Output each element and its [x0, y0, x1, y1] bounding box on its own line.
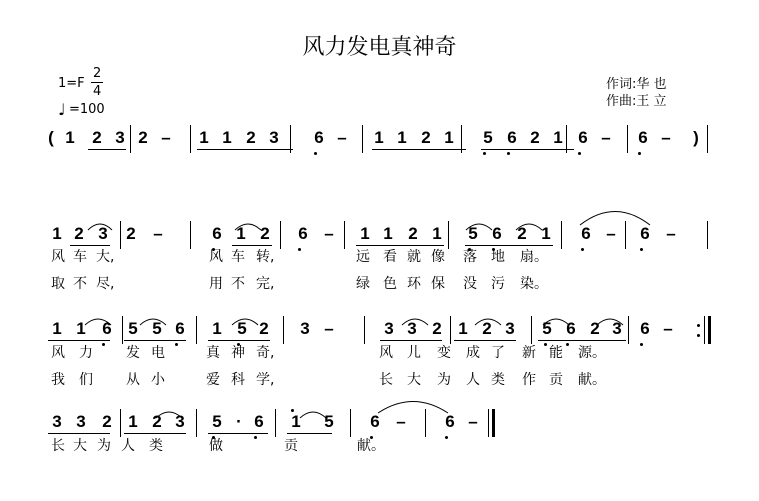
slur	[235, 224, 261, 230]
note: 3	[98, 224, 108, 243]
note: –	[663, 319, 673, 338]
note: 2	[421, 128, 431, 147]
lyric-syllable: 看	[383, 249, 397, 265]
slur	[516, 224, 542, 230]
note: 3	[505, 319, 515, 338]
note: –	[337, 128, 347, 147]
lyric-syllable: 神	[231, 345, 245, 361]
note: 2	[152, 412, 162, 431]
lyric-syllable: 风	[379, 345, 393, 361]
slur	[156, 412, 182, 418]
note: 1	[222, 128, 232, 147]
intro-close-paren: )	[693, 128, 699, 147]
note: –	[161, 128, 171, 147]
note: 5	[542, 319, 552, 338]
note: 6	[640, 224, 650, 243]
slur	[88, 224, 112, 230]
key-signature: 1=F	[58, 76, 85, 91]
lyric-syllable: 转,	[256, 249, 275, 265]
note: 1	[383, 224, 393, 243]
slur	[402, 319, 428, 325]
lyric-syllable: 学,	[256, 372, 275, 388]
lyric-syllable: 类	[491, 372, 505, 388]
note: 6	[581, 224, 591, 243]
slur	[85, 319, 111, 325]
note: 2	[590, 319, 600, 338]
note: 3	[52, 412, 62, 431]
note: 1	[458, 319, 468, 338]
note: 1	[199, 128, 209, 147]
lyric-syllable: 保	[431, 276, 445, 292]
lyric-syllable: 取	[51, 276, 65, 292]
lyric-syllable: 小	[151, 372, 165, 388]
intro-open-paren: (	[48, 128, 54, 147]
note: 3	[612, 319, 622, 338]
note: –	[396, 412, 406, 431]
lyric-syllable: 作	[522, 372, 536, 388]
note: 2	[432, 319, 442, 338]
note: –	[666, 224, 676, 243]
lyric-syllable: 就	[407, 249, 421, 265]
lyric-syllable: 奇,	[256, 345, 275, 361]
note: 6	[492, 224, 502, 243]
lyric-syllable: 们	[79, 372, 93, 388]
lyric-syllable: 做	[209, 438, 223, 454]
quarter-note-icon: ♩	[58, 100, 66, 119]
note: 6	[638, 128, 648, 147]
lyric-syllable: 能	[549, 345, 563, 361]
lyric-syllable: 从	[126, 372, 140, 388]
note: 2	[260, 224, 270, 243]
lyric-syllable: 完,	[256, 276, 275, 292]
note: 2	[482, 319, 492, 338]
time-signature-top: 2	[93, 66, 102, 81]
note: 1	[291, 412, 301, 431]
note: –	[601, 128, 611, 147]
note: 1	[541, 224, 551, 243]
lyric-syllable: 不	[231, 276, 245, 292]
lyric-syllable: 源。	[578, 345, 606, 361]
note: 1	[432, 224, 442, 243]
slur	[475, 319, 501, 325]
note: 1	[236, 224, 246, 243]
note: 3	[300, 319, 310, 338]
slur	[466, 224, 492, 230]
lyric-syllable: 远	[356, 249, 370, 265]
note: –	[324, 319, 334, 338]
note: –	[606, 224, 616, 243]
lyric-syllable: 了	[491, 345, 505, 361]
note: 1	[52, 319, 62, 338]
note: 5	[468, 224, 478, 243]
lyric-syllable: 长	[379, 372, 393, 388]
note: 2	[74, 224, 84, 243]
lyric-syllable: 献。	[357, 438, 385, 454]
lyric-syllable: 地	[491, 249, 505, 265]
lyric-syllable: 用	[209, 276, 223, 292]
note: 2	[408, 224, 418, 243]
lyric-syllable: 献。	[578, 372, 606, 388]
note: 2	[259, 319, 269, 338]
note: 6	[566, 319, 576, 338]
lyric-syllable: 成	[466, 345, 480, 361]
note: 3	[384, 319, 394, 338]
note: 2	[530, 128, 540, 147]
note: 2	[102, 412, 112, 431]
note: 3	[175, 412, 185, 431]
note: 6	[175, 319, 185, 338]
note: ·	[236, 412, 242, 431]
lyric-syllable: 色	[383, 276, 397, 292]
note: –	[468, 412, 478, 431]
lyric-syllable: 不	[73, 276, 87, 292]
slur	[543, 319, 569, 325]
lyric-syllable: 真	[206, 345, 220, 361]
note: 1	[65, 128, 75, 147]
note: 2	[138, 128, 148, 147]
song-title: 风力发电真神奇	[302, 35, 457, 60]
note: 6	[102, 319, 112, 338]
lyric-syllable: 风	[51, 249, 65, 265]
note: 5	[324, 412, 334, 431]
note: 1	[52, 224, 62, 243]
lyric-syllable: 大,	[96, 249, 115, 265]
lyric-syllable: 风	[209, 249, 223, 265]
lyric-syllable: 人	[121, 438, 135, 454]
lyric-syllable: 绿	[356, 276, 370, 292]
lyric-syllable: 像	[431, 249, 445, 265]
note: 1	[128, 412, 138, 431]
note: 6	[507, 128, 517, 147]
lyric-syllable: 没	[463, 276, 477, 292]
note: 1	[553, 128, 563, 147]
note: 1	[360, 224, 370, 243]
lyric-syllable: 扇。	[520, 249, 548, 265]
note: 1	[397, 128, 407, 147]
lyric-syllable: 染。	[520, 276, 548, 292]
note: 6	[640, 319, 650, 338]
lyric-syllable: 贡	[284, 438, 298, 454]
slur	[300, 412, 326, 418]
lyric-syllable: 为	[437, 372, 451, 388]
lyric-syllable: 长	[51, 438, 65, 454]
note: 5	[237, 319, 247, 338]
note: 3	[115, 128, 125, 147]
note: 1	[444, 128, 454, 147]
note: 2	[126, 224, 136, 243]
note: 6	[370, 412, 380, 431]
note: 1	[374, 128, 384, 147]
note: –	[153, 224, 163, 243]
note: 5	[212, 412, 222, 431]
note: 3	[76, 412, 86, 431]
lyric-syllable: 风	[51, 345, 65, 361]
note: 6	[254, 412, 264, 431]
lyricist-credit: 作词:华 也	[606, 77, 667, 92]
note: 6	[212, 224, 222, 243]
note: 6	[445, 412, 455, 431]
lyric-syllable: 类	[149, 438, 163, 454]
note: 1	[76, 319, 86, 338]
slur	[140, 319, 166, 325]
lyric-syllable: 尽,	[96, 276, 115, 292]
lyric-syllable: 人	[466, 372, 480, 388]
note: –	[661, 128, 671, 147]
note: –	[324, 224, 334, 243]
lyric-syllable: 儿	[407, 345, 421, 361]
note: 6	[298, 224, 308, 243]
time-signature-bottom: 4	[93, 84, 102, 99]
note: 5	[152, 319, 162, 338]
composer-credit: 作曲:王 立	[606, 94, 667, 109]
note: 6	[314, 128, 324, 147]
lyric-syllable: 大	[407, 372, 421, 388]
note: 2	[92, 128, 102, 147]
lyric-syllable: 大	[73, 438, 87, 454]
slur	[597, 319, 623, 325]
lyric-syllable: 力	[79, 345, 93, 361]
lyric-syllable: 环	[407, 276, 421, 292]
tie	[580, 212, 650, 226]
lyric-syllable: 变	[437, 345, 451, 361]
lyric-syllable: 科	[231, 372, 245, 388]
tempo-marking: =100	[69, 102, 105, 117]
note: 3	[269, 128, 279, 147]
lyric-syllable: 车	[73, 249, 87, 265]
slur	[232, 319, 258, 325]
lyric-syllable: 爱	[206, 372, 220, 388]
lyric-syllable: 我	[51, 372, 65, 388]
lyric-syllable: 落	[463, 249, 477, 265]
lyric-syllable: 车	[231, 249, 245, 265]
note: 5	[128, 319, 138, 338]
tie	[378, 402, 448, 414]
lyric-syllable: 污	[491, 276, 505, 292]
note: 2	[246, 128, 256, 147]
note: 6	[578, 128, 588, 147]
note: 2	[517, 224, 527, 243]
note: 3	[407, 319, 417, 338]
lyric-syllable: 新	[522, 345, 536, 361]
lyric-syllable: 电	[151, 345, 165, 361]
note: 1	[212, 319, 222, 338]
lyric-syllable: 贡	[549, 372, 563, 388]
lyric-syllable: 为	[97, 438, 111, 454]
note: 5	[483, 128, 493, 147]
lyric-syllable: 发	[126, 345, 140, 361]
